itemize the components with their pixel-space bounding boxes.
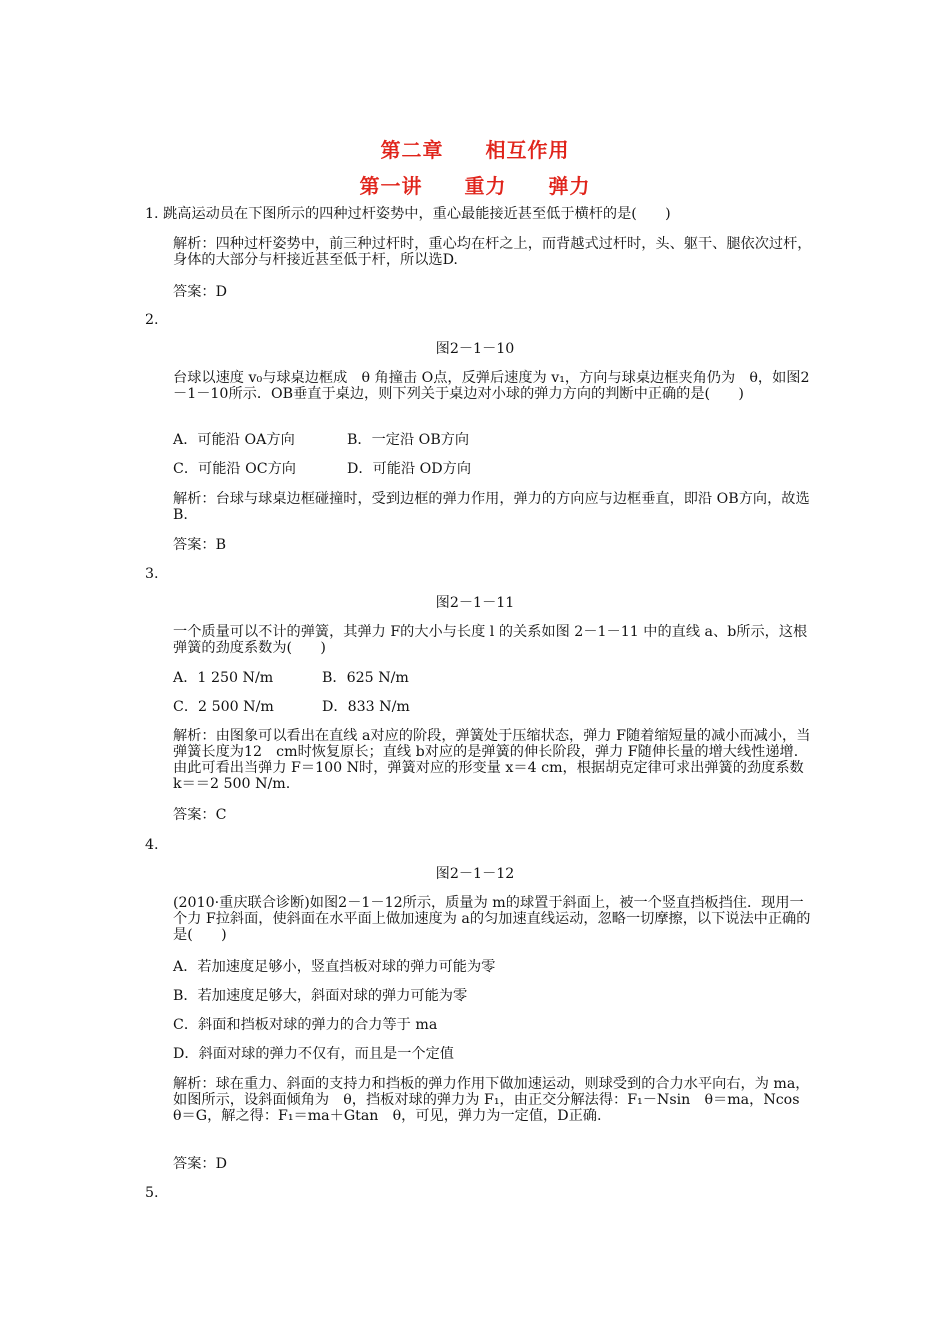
q4-number: 4. [145, 837, 159, 853]
q1-answer: 答案：D [173, 284, 227, 300]
q3-option-b: B．625 N/m [322, 670, 409, 686]
q3-figure-caption: 图2－1－11 [435, 595, 515, 611]
q2-option-a: A．可能沿 OA方向 [173, 432, 295, 448]
q2-option-b: B．一定沿 OB方向 [347, 432, 470, 448]
q4-option-b: B．若加速度足够大，斜面对球的弹力可能为零 [173, 988, 468, 1004]
q3-answer: 答案：C [173, 807, 227, 823]
q2-analysis: 解析：台球与球桌边框碰撞时，受到边框的弹力作用，弹力的方向应与边框垂直，即沿 OB方向，故选B. [173, 491, 810, 523]
q2-option-c: C．可能沿 OC方向 [173, 461, 296, 477]
q2-number: 2. [145, 312, 159, 328]
q1-analysis: 解析：四种过杆姿势中，前三种过杆时，重心均在杆之上，而背越式过杆时，头、躯干、腿依次过杆，身体的大部分与杆接近甚至低于杆，所以选D. [173, 236, 812, 268]
q3-number: 3. [145, 566, 159, 582]
q3-option-a: A．1 250 N/m [173, 670, 274, 686]
q4-option-d: D．斜面对球的弹力不仅有，而且是一个定值 [173, 1046, 454, 1062]
question-1 [145, 206, 671, 222]
chapter-title: 第二章 相互作用 [380, 138, 570, 162]
q4-option-a: A．若加速度足够小，竖直挡板对球的弹力可能为零 [173, 959, 496, 975]
q2-stem: 台球以速度 v₀与球桌边框成 θ 角撞击 O点，反弹后速度为 v₁，方向与球桌边框夹角仍为 θ，如图2－1－10所示．OB垂直于桌边，则下列关于桌边对小球的弹力方向的判断中正确的是( ) [173, 370, 810, 402]
q2-answer: 答案：B [173, 537, 226, 553]
q4-option-c: C．斜面和挡板对球的弹力的合力等于 ma [173, 1017, 438, 1033]
q5-number: 5. [145, 1185, 159, 1201]
q4-figure-caption: 图2－1－12 [435, 866, 515, 882]
q2-option-d: D．可能沿 OD方向 [347, 461, 472, 477]
q3-analysis: 解析：由图象可以看出在直线 a对应的阶段，弹簧处于压缩状态，弹力 F随着缩短量的减小而减小，当弹簧长度为12 cm时恢复原长；直线 b对应的是弹簧的伸长阶段，弹力 F随伸长量的增大线性递增．由此可看出当弹力 F＝100 N时，弹簧对应的形变量 x＝4 cm，根据胡克定律可求出弹簧的劲度系数 k＝＝2 500 N/m. [173, 728, 811, 792]
question-number: 1. [145, 206, 159, 222]
question-stem: 跳高运动员在下图所示的四种过杆姿势中，重心最能接近甚至低于横杆的是( ) [163, 206, 671, 222]
q3-option-c: C．2 500 N/m [173, 699, 274, 715]
q4-stem: (2010·重庆联合诊断)如图2－1－12所示，质量为 m的球置于斜面上，被一个竖直挡板挡住．现用一个力 F拉斜面，使斜面在水平面上做加速度为 a的匀加速直线运动，忽略一切摩擦，以下说法中正确的是( ) [173, 895, 811, 943]
q2-figure-caption: 图2－1－10 [435, 341, 515, 357]
q3-option-d: D．833 N/m [322, 699, 410, 715]
q3-stem: 一个质量可以不计的弹簧，其弹力 F的大小与长度 l 的关系如图 2－1－11 中的直线 a、b所示，这根弹簧的劲度系数为( ) [173, 624, 808, 656]
q4-answer: 答案：D [173, 1156, 227, 1172]
q4-analysis: 解析：球在重力、斜面的支持力和挡板的弹力作用下做加速运动，则球受到的合力水平向右，为 ma，如图所示，设斜面倾角为 θ，挡板对球的弹力为 F₁，由正交分解法得：F₁－Nsin θ＝ma，Ncos θ＝G，解之得：F₁＝ma＋Gtan θ，可见，弹力为一定值，D正确. [173, 1076, 814, 1124]
lecture-title: 第一讲 重力 弹力 [359, 174, 591, 198]
